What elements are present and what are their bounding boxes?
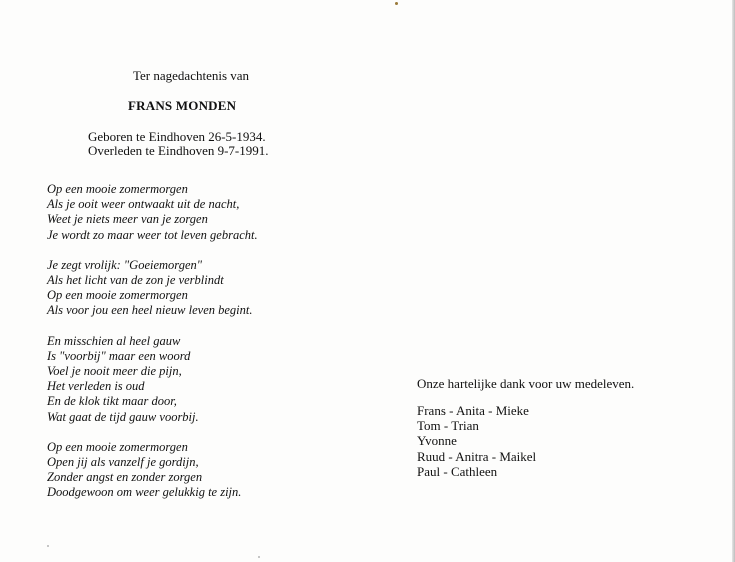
poem-line: Op een mooie zomermorgen (47, 182, 188, 196)
poem-line: Als voor jou een heel nieuw leven begint. (47, 303, 253, 318)
poem-line: Als het licht van de zon je verblindt (47, 273, 224, 288)
family-member-line: Frans - Anita - Mieke (417, 403, 529, 418)
poem-line: Is "voorbij" maar een woord (47, 348, 191, 363)
poem-line: Zonder angst en zonder zorgen (47, 470, 203, 485)
poem-line: Op een mooie zomermorgen (47, 288, 188, 303)
poem-line: Wat gaat de tijd gauw voorbij. (47, 409, 199, 424)
poem (47, 182, 258, 516)
poem-line: Voel je nooit meer die pijn, (47, 364, 182, 379)
death-line: Overleden te Eindhoven 9-7-1991. (88, 143, 269, 158)
family-member-line: Paul - Cathleen (417, 463, 498, 479)
poem-line: Doodgewoon om weer gelukkig te zijn. (47, 485, 242, 500)
poem-stanza (47, 182, 258, 243)
poem-line: Je wordt zo maar weer tot leven gebracht. (47, 227, 258, 242)
memorial-intro: Ter nagedachtenis van (133, 68, 250, 83)
family-member-line: Ruud - Anitra - Maikel (417, 448, 537, 464)
poem-line: Weet je niets meer van je zorgen (47, 212, 208, 227)
family-member-line: Tom - Trian (417, 418, 479, 434)
deceased-name: FRANS MONDEN (128, 98, 237, 113)
poem-line: En de klok tikt maar door, (47, 394, 177, 409)
thanks-message: Onze hartelijke dank voor uw medeleven. (417, 376, 635, 391)
print-speck (258, 556, 260, 558)
poem-line: Open jij als vanzelf je gordijn, (47, 455, 199, 470)
family-list (417, 403, 536, 479)
birth-line: Geboren te Eindhoven 26-5-1934. (88, 129, 266, 144)
poem-line: Het verleden is oud (47, 379, 145, 394)
poem-stanza (47, 440, 258, 501)
poem-line: Op een mooie zomermorgen (47, 439, 188, 454)
poem-line: Je zegt vrolijk: "Goeiemorgen" (47, 257, 203, 272)
print-speck (47, 545, 49, 547)
poem-line: En misschien al heel gauw (47, 333, 181, 348)
poem-stanza (47, 334, 258, 425)
print-speck (395, 2, 398, 5)
poem-stanza (47, 258, 258, 319)
family-member-line: Yvonne (417, 433, 457, 449)
poem-line: Als je ooit weer ontwaakt uit de nacht, (47, 197, 240, 212)
